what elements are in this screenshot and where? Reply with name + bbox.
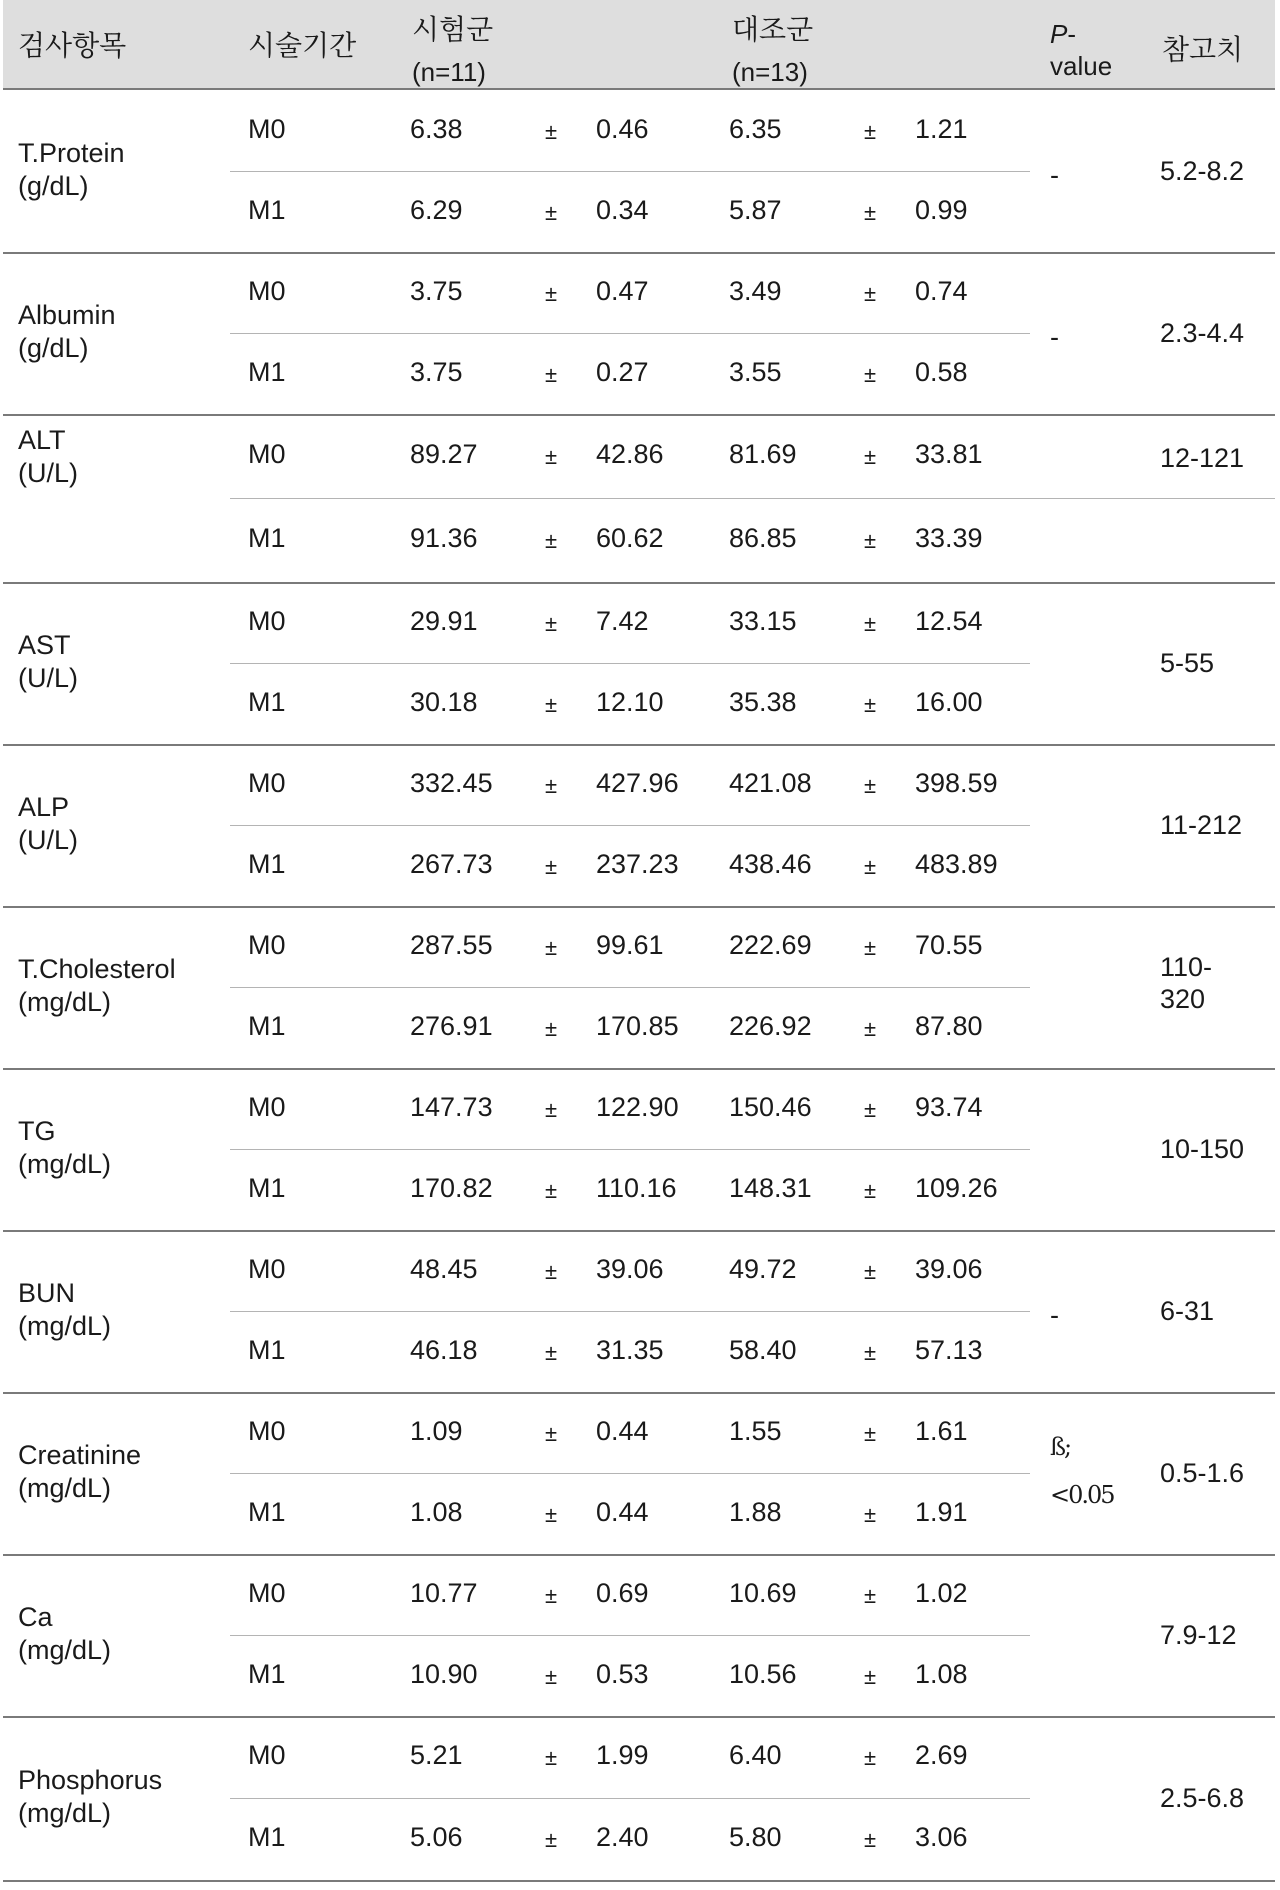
test-group-mean: 48.45 [410,1253,478,1284]
period-label: M0 [248,1253,286,1284]
plus-minus-sign: ± [545,934,558,960]
period-label: M1 [248,194,286,225]
test-group-sd: 12.10 [596,686,664,717]
row-divider [3,1880,1275,1882]
control-group-mean: 6.35 [729,113,782,144]
reference-range: 6-31 [1160,1296,1215,1326]
plus-minus-sign: ± [545,772,558,798]
test-group-mean: 6.38 [410,113,463,144]
reference-range: 5-55 [1160,648,1215,678]
test-group-sd: 0.46 [596,113,649,144]
test-item-unit: (U/L) [18,663,78,693]
test-group-mean: 267.73 [410,848,493,879]
row-subdivider [230,498,1275,499]
control-group-mean: 150.46 [729,1091,812,1122]
test-item-name: BUN [18,1278,76,1308]
plus-minus-sign: ± [545,691,558,717]
plus-minus-sign: ± [864,1745,877,1770]
control-group-sd: 109.26 [915,1172,998,1203]
period-label: M0 [248,1577,286,1608]
reference-range-line2: 320 [1160,984,1206,1014]
test-group-sd: 237.23 [596,848,679,879]
test-group-mean: 10.90 [410,1658,478,1689]
plus-minus-sign: ± [864,1827,877,1852]
control-group-sd: 1.08 [915,1658,968,1689]
control-group-mean: 49.72 [729,1253,797,1284]
reference-range: 110- [1160,952,1213,982]
header-item: 검사항목 [18,30,127,61]
test-group-mean: 1.08 [410,1496,463,1527]
control-group-mean: 226.92 [729,1010,812,1041]
test-item-unit: (mg/dL) [18,1149,112,1179]
test-item-unit: (U/L) [18,458,78,488]
plus-minus-sign: ± [864,610,877,636]
plus-minus-sign: ± [545,1663,558,1689]
plus-minus-sign: ± [545,118,558,144]
control-group-mean: 86.85 [729,523,797,553]
test-group-sd: 0.53 [596,1658,649,1689]
test-group-mean: 276.91 [410,1010,493,1041]
plus-minus-sign: ± [864,1096,877,1122]
test-item-name: Phosphorus [18,1765,163,1795]
plus-minus-sign: ± [864,1582,877,1608]
plus-minus-sign: ± [545,1827,558,1852]
plus-minus-sign: ± [864,853,877,879]
test-group-mean: 46.18 [410,1334,478,1365]
period-label: M1 [248,523,286,553]
period-label: M0 [248,1740,286,1770]
period-label: M0 [248,1415,286,1446]
test-group-sd: 122.90 [596,1091,679,1122]
test-group-mean: 5.21 [410,1740,463,1770]
period-label: M1 [248,1334,286,1365]
test-item-name: T.Protein [18,138,125,168]
test-item-unit: (mg/dL) [18,1635,112,1665]
test-group-sd: 99.61 [596,929,664,960]
header-control-group: 대조군 [732,14,814,45]
period-label: M0 [248,767,286,798]
plus-minus-sign: ± [545,1015,558,1041]
plus-minus-sign: ± [545,1501,558,1527]
row-divider [3,252,1275,254]
test-group-sd: 31.35 [596,1334,664,1365]
test-group-mean: 147.73 [410,1091,493,1122]
control-group-mean: 148.31 [729,1172,812,1203]
test-group-sd: 110.16 [596,1172,677,1203]
period-label: M1 [248,356,286,387]
reference-range: 12-121 [1160,443,1245,473]
test-group-mean: 3.75 [410,275,463,306]
plus-minus-sign: ± [864,118,877,144]
period-label: M1 [248,848,286,879]
test-group-sd: 1.99 [596,1740,649,1770]
test-group-sd: 0.69 [596,1577,649,1608]
plus-minus-sign: ± [864,361,877,387]
plus-minus-sign: ± [864,934,877,960]
test-item-unit: (mg/dL) [18,987,112,1017]
control-group-mean: 3.55 [729,356,782,387]
plus-minus-sign: ± [545,1177,558,1203]
plus-minus-sign: ± [545,444,558,469]
control-group-mean: 10.69 [729,1577,797,1608]
plus-minus-sign: ± [545,1582,558,1608]
plus-minus-sign: ± [864,691,877,717]
control-group-sd: 12.54 [915,605,983,636]
control-group-sd: 1.02 [915,1577,968,1608]
control-group-sd: 0.99 [915,194,968,225]
control-group-sd: 87.80 [915,1010,983,1041]
test-item-name: Creatinine [18,1440,142,1470]
plus-minus-sign: ± [545,853,558,879]
pvalue-cell: - [1050,322,1059,352]
control-group-mean: 1.88 [729,1496,782,1527]
test-group-mean: 287.55 [410,929,493,960]
period-label: M1 [248,1010,286,1041]
control-group-sd: 483.89 [915,848,998,879]
plus-minus-sign: ± [864,1258,877,1284]
row-divider [3,1392,1275,1394]
period-label: M1 [248,1822,286,1852]
row-divider [3,744,1275,746]
period-label: M1 [248,686,286,717]
period-label: M0 [248,1091,286,1122]
test-item-name: AST [18,630,71,660]
test-item-unit: (g/dL) [18,171,89,201]
reference-range: 7.9-12 [1160,1620,1237,1650]
test-group-sd: 0.47 [596,275,649,306]
test-item-unit: (mg/dL) [18,1473,112,1503]
control-group-mean: 81.69 [729,439,797,469]
control-group-sd: 0.74 [915,275,968,306]
test-group-mean: 29.91 [410,605,478,636]
control-group-sd: 39.06 [915,1253,983,1284]
reference-range: 2.5-6.8 [1160,1783,1245,1813]
test-group-mean: 5.06 [410,1822,463,1852]
row-divider [3,1068,1275,1070]
control-group-mean: 10.56 [729,1658,797,1689]
control-group-mean: 5.80 [729,1822,782,1852]
control-group-sd: 2.69 [915,1740,968,1770]
test-group-mean: 89.27 [410,439,478,469]
header-test-group-n: (n=11) [412,57,486,87]
plus-minus-sign: ± [864,1420,877,1446]
period-label: M0 [248,929,286,960]
control-group-sd: 33.39 [915,523,983,553]
control-group-mean: 438.46 [729,848,812,879]
test-group-mean: 1.09 [410,1415,463,1446]
test-group-sd: 0.44 [596,1415,649,1446]
pvalue-cell: - [1050,1300,1059,1330]
row-subdivider [230,1635,1030,1636]
row-divider [3,582,1275,584]
test-group-sd: 0.27 [596,356,649,387]
test-group-mean: 6.29 [410,194,463,225]
row-subdivider [230,1473,1030,1474]
header-pvalue-line2: value [1050,51,1113,81]
plus-minus-sign: ± [545,280,558,306]
period-label: M0 [248,605,286,636]
pvalue-cell-line2: <0.05 [1050,1481,1114,1509]
test-group-sd: 2.40 [596,1822,649,1852]
plus-minus-sign: ± [864,1339,877,1365]
control-group-sd: 1.91 [915,1496,968,1527]
control-group-mean: 33.15 [729,605,797,636]
control-group-mean: 421.08 [729,767,812,798]
test-group-mean: 91.36 [410,523,478,553]
control-group-sd: 93.74 [915,1091,983,1122]
plus-minus-sign: ± [545,1420,558,1446]
plus-minus-sign: ± [864,1501,877,1527]
control-group-sd: 3.06 [915,1822,968,1852]
test-group-mean: 332.45 [410,767,493,798]
header-divider [3,88,1275,90]
test-group-mean: 30.18 [410,686,478,717]
period-label: M1 [248,1172,286,1203]
reference-range: 2.3-4.4 [1160,318,1245,348]
row-divider [3,1716,1275,1718]
plus-minus-sign: ± [545,199,558,225]
test-group-sd: 170.85 [596,1010,679,1041]
plus-minus-sign: ± [864,528,877,553]
row-subdivider [230,663,1030,664]
pvalue-cell: ß; [1050,1433,1071,1461]
plus-minus-sign: ± [545,361,558,387]
control-group-mean: 6.40 [729,1740,782,1770]
control-group-mean: 5.87 [729,194,782,225]
pvalue-cell: - [1050,160,1059,190]
row-subdivider [230,333,1030,334]
test-group-sd: 427.96 [596,767,679,798]
period-label: M0 [248,113,286,144]
test-group-mean: 3.75 [410,356,463,387]
test-item-name: Albumin [18,300,116,330]
test-item-unit: (g/dL) [18,333,89,363]
plus-minus-sign: ± [545,1096,558,1122]
period-label: M1 [248,1658,286,1689]
control-group-sd: 70.55 [915,929,983,960]
plus-minus-sign: ± [545,528,558,553]
test-group-sd: 7.42 [596,605,649,636]
row-subdivider [230,987,1030,988]
test-group-sd: 39.06 [596,1253,664,1284]
control-group-mean: 1.55 [729,1415,782,1446]
plus-minus-sign: ± [864,280,877,306]
plus-minus-sign: ± [864,772,877,798]
reference-range: 5.2-8.2 [1160,156,1245,186]
row-subdivider [230,171,1030,172]
row-divider [3,1230,1275,1232]
plus-minus-sign: ± [864,1015,877,1041]
reference-range: 10-150 [1160,1134,1245,1164]
control-group-sd: 1.21 [915,113,968,144]
control-group-sd: 1.61 [915,1415,968,1446]
plus-minus-sign: ± [545,610,558,636]
test-item-name: T.Cholesterol [18,954,176,984]
test-item-name: ALP [18,792,70,822]
period-label: M0 [248,275,286,306]
header-pvalue: P- [1050,19,1077,49]
control-group-sd: 16.00 [915,686,983,717]
header-control-group-n: (n=13) [732,57,808,87]
test-item-unit: (mg/dL) [18,1311,112,1341]
test-group-sd: 60.62 [596,523,664,553]
row-divider [3,906,1275,908]
period-label: M0 [248,439,286,469]
test-item-unit: (U/L) [18,825,78,855]
plus-minus-sign: ± [864,1177,877,1203]
row-subdivider [230,1149,1030,1150]
plus-minus-sign: ± [545,1339,558,1365]
header-test-group: 시험군 [412,14,494,45]
header-reference: 참고치 [1162,34,1244,65]
plus-minus-sign: ± [864,444,877,469]
row-divider [3,1554,1275,1556]
row-subdivider [230,1311,1030,1312]
plus-minus-sign: ± [864,1663,877,1689]
reference-range: 11-212 [1160,810,1243,840]
header-period: 시술기간 [248,30,357,61]
control-group-sd: 57.13 [915,1334,983,1365]
test-item-name: ALT [18,425,66,455]
control-group-sd: 33.81 [915,439,983,469]
control-group-sd: 0.58 [915,356,968,387]
test-item-name: TG [18,1116,56,1146]
row-subdivider [230,825,1030,826]
test-item-name: Ca [18,1602,53,1632]
plus-minus-sign: ± [864,199,877,225]
reference-range: 0.5-1.6 [1160,1458,1245,1488]
row-divider [3,414,1275,416]
plus-minus-sign: ± [545,1745,558,1770]
control-group-sd: 398.59 [915,767,998,798]
test-group-sd: 0.44 [596,1496,649,1527]
test-item-unit: (mg/dL) [18,1798,112,1828]
row-subdivider [230,1798,1030,1799]
plus-minus-sign: ± [545,1258,558,1284]
control-group-mean: 35.38 [729,686,797,717]
test-group-sd: 0.34 [596,194,649,225]
control-group-mean: 222.69 [729,929,812,960]
control-group-mean: 58.40 [729,1334,797,1365]
test-group-mean: 170.82 [410,1172,493,1203]
period-label: M1 [248,1496,286,1527]
control-group-mean: 3.49 [729,275,782,306]
test-group-mean: 10.77 [410,1577,478,1608]
test-group-sd: 42.86 [596,439,664,469]
